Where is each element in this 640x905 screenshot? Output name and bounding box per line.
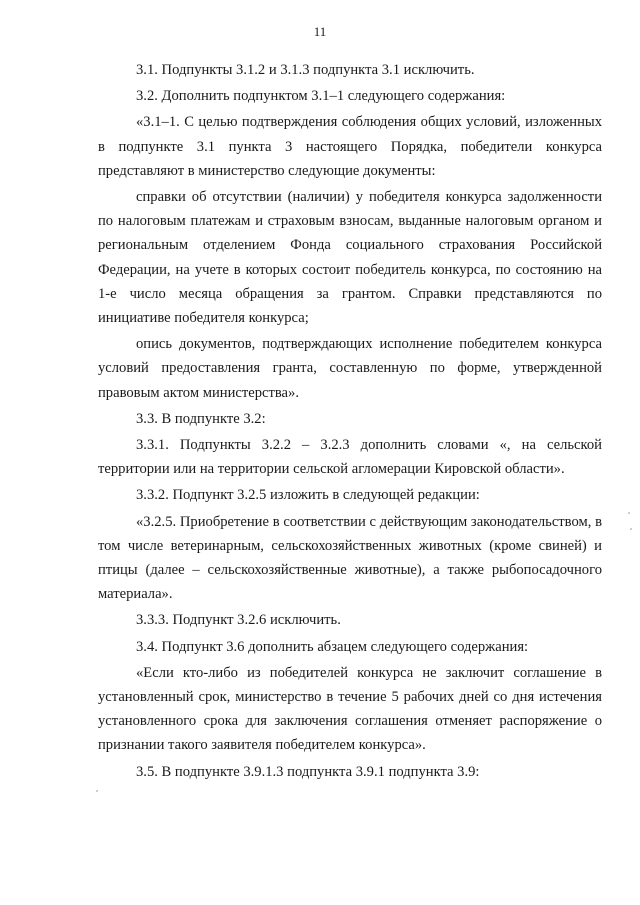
- document-body: [98, 58, 602, 784]
- paragraph-certificates: справки об отсутствии (наличии) у победителя конкурса задолженности по налоговым платежам и страховым взносам, выданные налоговым органом и региональным отделением Фонда социального страхования Российской Федерации, на учете в которых состоит победитель конкурса, по состоянию на 1-е число месяца обращения за грантом. Справки представляются по инициативе победителя конкурса;: [98, 189, 602, 327]
- paragraph-3-2: 3.2. Дополнить подпунктом 3.1–1 следующего содержания:: [136, 88, 506, 105]
- paragraph-3-3-3: 3.3.3. Подпункт 3.2.6 исключить.: [136, 612, 341, 629]
- paragraph-3-5: 3.5. В подпункте 3.9.1.3 подпункта 3.9.1 подпункта 3.9:: [136, 763, 480, 780]
- scan-speck: [628, 512, 630, 514]
- page-number: 11: [313, 24, 327, 39]
- scan-speck: [630, 528, 632, 530]
- paragraph-3-6-quote: «Если кто-либо из победителей конкурса не заключит соглашение в установленный срок, министерство в течение 5 рабочих дней со дня истечения установленного срока для заключения соглашения отменяет распоряжение о признании такого заявителя победителем конкурса».: [98, 664, 602, 754]
- paragraph-3-3: 3.3. В подпункте 3.2:: [136, 410, 266, 427]
- paragraph-3-1-1-quote: «3.1–1. С целью подтверждения соблюдения общих условий, изложенных в подпункте 3.1 пункта 3 настоящего Порядка, победители конкурса представляют в министерство следующие документы:: [98, 114, 602, 179]
- paragraph-inventory: опись документов, подтверждающих исполнение победителем конкурса условий предоставления гранта, составленную по форме, утвержденной правовым актом министерства».: [98, 336, 602, 401]
- paragraph-3-2-5-quote: «3.2.5. Приобретение в соответствии с действующим законодательством, в том числе ветеринарным, сельскохозяйственных животных (кроме свиней) и птицы (далее – сельскохозяйственные животные), а также рыбопосадочного материала».: [98, 513, 602, 603]
- scan-speck: [96, 790, 98, 792]
- paragraph-3-1: 3.1. Подпункты 3.1.2 и 3.1.3 подпункта 3.1 исключить.: [136, 62, 475, 78]
- paragraph-3-4: 3.4. Подпункт 3.6 дополнить абзацем следующего содержания:: [136, 638, 529, 655]
- paragraph-3-3-2: 3.3.2. Подпункт 3.2.5 изложить в следующей редакции:: [136, 487, 480, 504]
- paragraph-3-3-1: 3.3.1. Подпункты 3.2.2 – 3.2.3 дополнить словами «, на сельской территории или на территории сельской агломерации Кировской области».: [98, 437, 602, 478]
